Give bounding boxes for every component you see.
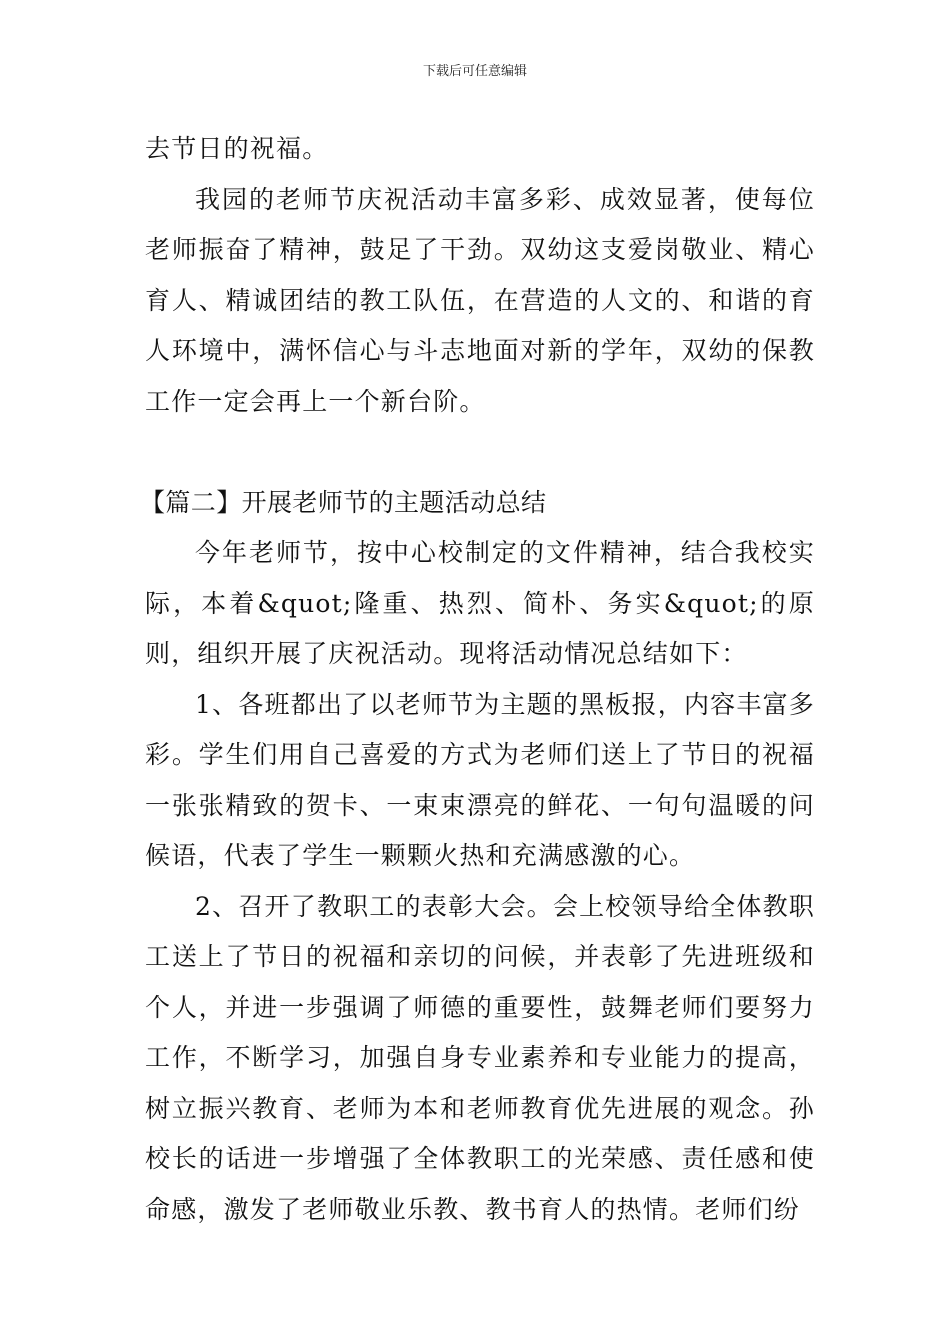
paragraph-item-2: 2、召开了教职工的表彰大会。会上校领导给全体教职工送上了节日的祝福和亲切的问候，并表彰了先进班级和个人，并进一步强调了师德的重要性，鼓舞老师们要努力工作，不断学习，加强自身专业素养和专业能力的提高，树立振兴教育、老师为本和老师教育优先进展的观念。孙校长的话进一步增强了全体教职工的光荣感、责任感和使命感，激发了老师敬业乐教、教书育人的热情。老师们纷 [145, 891, 815, 1224]
paragraph-celebration-summary: 我园的老师节庆祝活动丰富多彩、成效显著，使每位老师振奋了精神，鼓足了干劲。双幼这支爱岗敬业、精心育人、精诚团结的教工队伍，在营造的人文的、和谐的育人环境中，满怀信心与斗志地面对新的学年，双幼的保教工作一定会再上一个新台阶。 [145, 184, 815, 416]
paragraph-continuation: 去节日的祝福。 [145, 134, 329, 163]
section-heading: 【篇二】开展老师节的主题活动总结 [140, 487, 547, 517]
paragraph-item-1: 1、各班都出了以老师节为主题的黑板报，内容丰富多彩。学生们用自己喜爱的方式为老师们送上了节日的祝福一张张精致的贺卡、一束束漂亮的鲜花、一句句温暖的问候语，代表了学生一颗颗火热和充满感激的心。 [145, 689, 815, 870]
section-spacer [145, 427, 815, 478]
page-header: 下载后可任意编辑 [422, 64, 527, 79]
document-body [140, 124, 815, 1235]
paragraph-intro: 今年老师节，按中心校制定的文件精神，结合我校实际，本着&quot;隆重、热烈、简朴、务实&quot;的原则，组织开展了庆祝活动。现将活动情况总结如下： [145, 538, 815, 668]
